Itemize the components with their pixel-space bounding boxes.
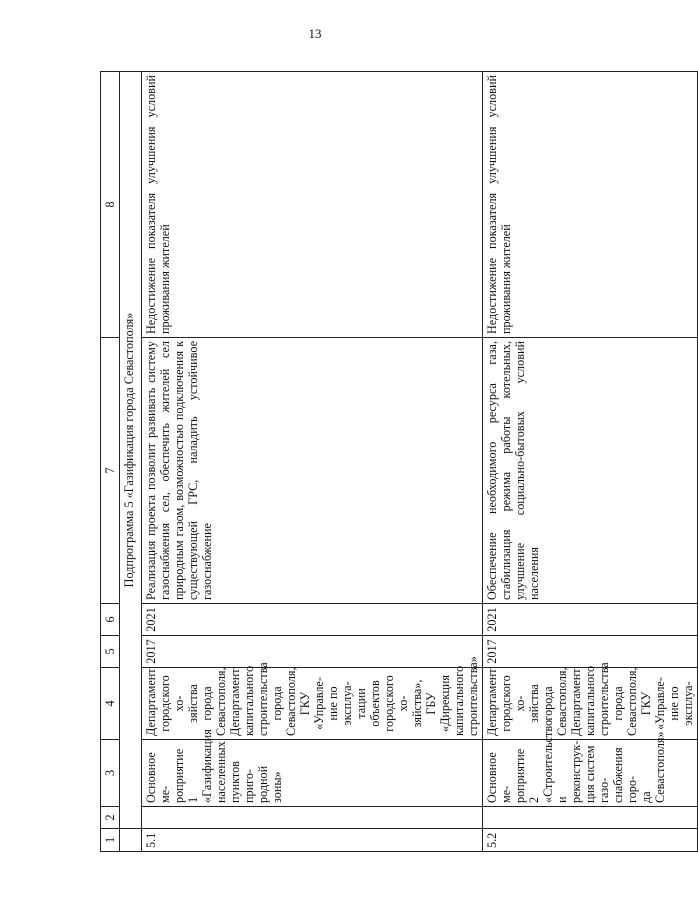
executor-line: зяйства»,	[410, 679, 424, 728]
executor-line: городского хо-	[382, 675, 410, 732]
executor-line: Севастополя,	[625, 667, 639, 736]
measure-line: роприятие 1	[172, 748, 200, 803]
table-row	[483, 72, 698, 852]
executor-line: ние по эксплуа-	[667, 681, 695, 726]
subprogram-left-cell	[120, 829, 142, 852]
consequence: Недостижение показателя улучшения условий проживания жителей	[142, 72, 483, 338]
executor-line: строительства	[256, 662, 270, 736]
expected-result: Реализация проекта позволит развивать систему газоснабжения сел, обеспечить жителей сел природным газом, возможностью подключения к существующей ГРС, наладить устойчивое газоснабжение	[142, 338, 483, 604]
executor-line: города	[611, 686, 625, 721]
col-header-7: 7	[101, 338, 120, 604]
column-number-row	[101, 72, 120, 852]
rotated-table-container	[100, 72, 695, 852]
col-header-3: 3	[101, 740, 120, 807]
executor-line: Севастополя,	[555, 667, 569, 736]
measure-line: родной зоны»	[256, 765, 284, 803]
end-year: 2021	[142, 604, 483, 636]
executor-line: Департамент	[144, 668, 158, 736]
row-number: 5.2	[483, 829, 698, 852]
col-header-2: 2	[101, 807, 120, 829]
consequence: Недостижение показателя улучшения условий проживания жителей	[483, 72, 698, 338]
col-header-8: 8	[101, 72, 120, 338]
measure-line: населенных	[214, 741, 228, 803]
table-row	[142, 72, 483, 852]
executor-line: капитального	[242, 665, 256, 736]
executor-line: города	[270, 686, 284, 721]
executor-line: Департамент	[228, 668, 242, 736]
executor-line: ГБУ «Дирекция	[424, 675, 452, 733]
start-year: 2017	[483, 636, 698, 668]
measure-line: снабжения горо-	[611, 747, 639, 803]
end-year: 2021	[483, 604, 698, 636]
executor-line: зяйства города	[527, 684, 555, 723]
executor-line: ГКУ «Управле-	[639, 677, 667, 730]
col-header-1: 1	[101, 829, 120, 852]
measure-name	[142, 729, 483, 807]
executor-line: городского хо-	[158, 675, 186, 732]
expected-result: Обеспечение необходимого ресурса газа, стабилизация режима работы котельных, улучшение социально-бытовых условий населения	[483, 338, 698, 604]
executor-line: городского хо-	[499, 675, 527, 732]
col-header-6: 6	[101, 604, 120, 636]
executor-line: Департамент	[569, 668, 583, 736]
executor-line: тации объектов	[354, 680, 382, 727]
measure-line: пунктов приго-	[228, 761, 256, 803]
measure-line: «Строительство	[541, 719, 555, 803]
responsible-executor	[483, 662, 698, 740]
col-header-4: 4	[101, 668, 120, 740]
col-header-5: 5	[101, 636, 120, 668]
executor-line: Севастополя,	[284, 667, 298, 736]
executor-line: строительства»	[466, 656, 480, 736]
measure-line: и реконструк-	[555, 740, 583, 803]
executor-line: зяйства города	[186, 684, 214, 723]
measure-line: да Севастополя»	[639, 731, 667, 803]
measure-line: роприятие 2	[513, 748, 541, 803]
measure-name	[483, 719, 698, 807]
measure-line: Основное ме-	[485, 752, 513, 803]
executor-line: Севастополя,	[214, 667, 228, 736]
executor-line: капитального	[583, 665, 597, 736]
measure-line: ция систем газо-	[583, 745, 611, 803]
executor-line: ГКУ «Управле-	[298, 677, 326, 730]
responsible-executor	[142, 656, 483, 740]
executor-line: строительства	[597, 662, 611, 736]
measure-line: «Газификация	[200, 729, 214, 803]
executor-line: Департамент	[485, 668, 499, 736]
page-number: 13	[308, 26, 322, 41]
subprogram-row	[120, 72, 142, 852]
executor-line: ние по эксплуа-	[326, 681, 354, 726]
row-number: 5.1	[142, 829, 483, 852]
executor-line: капитального	[452, 665, 466, 736]
measure-line: Основное ме-	[144, 752, 172, 803]
start-year: 2017	[142, 636, 483, 668]
program-table	[100, 71, 698, 852]
row-col2	[142, 807, 483, 829]
row-col2	[483, 807, 698, 829]
subprogram-title: Подпрограмма 5 «Газификация города Севастополя»	[120, 72, 142, 829]
